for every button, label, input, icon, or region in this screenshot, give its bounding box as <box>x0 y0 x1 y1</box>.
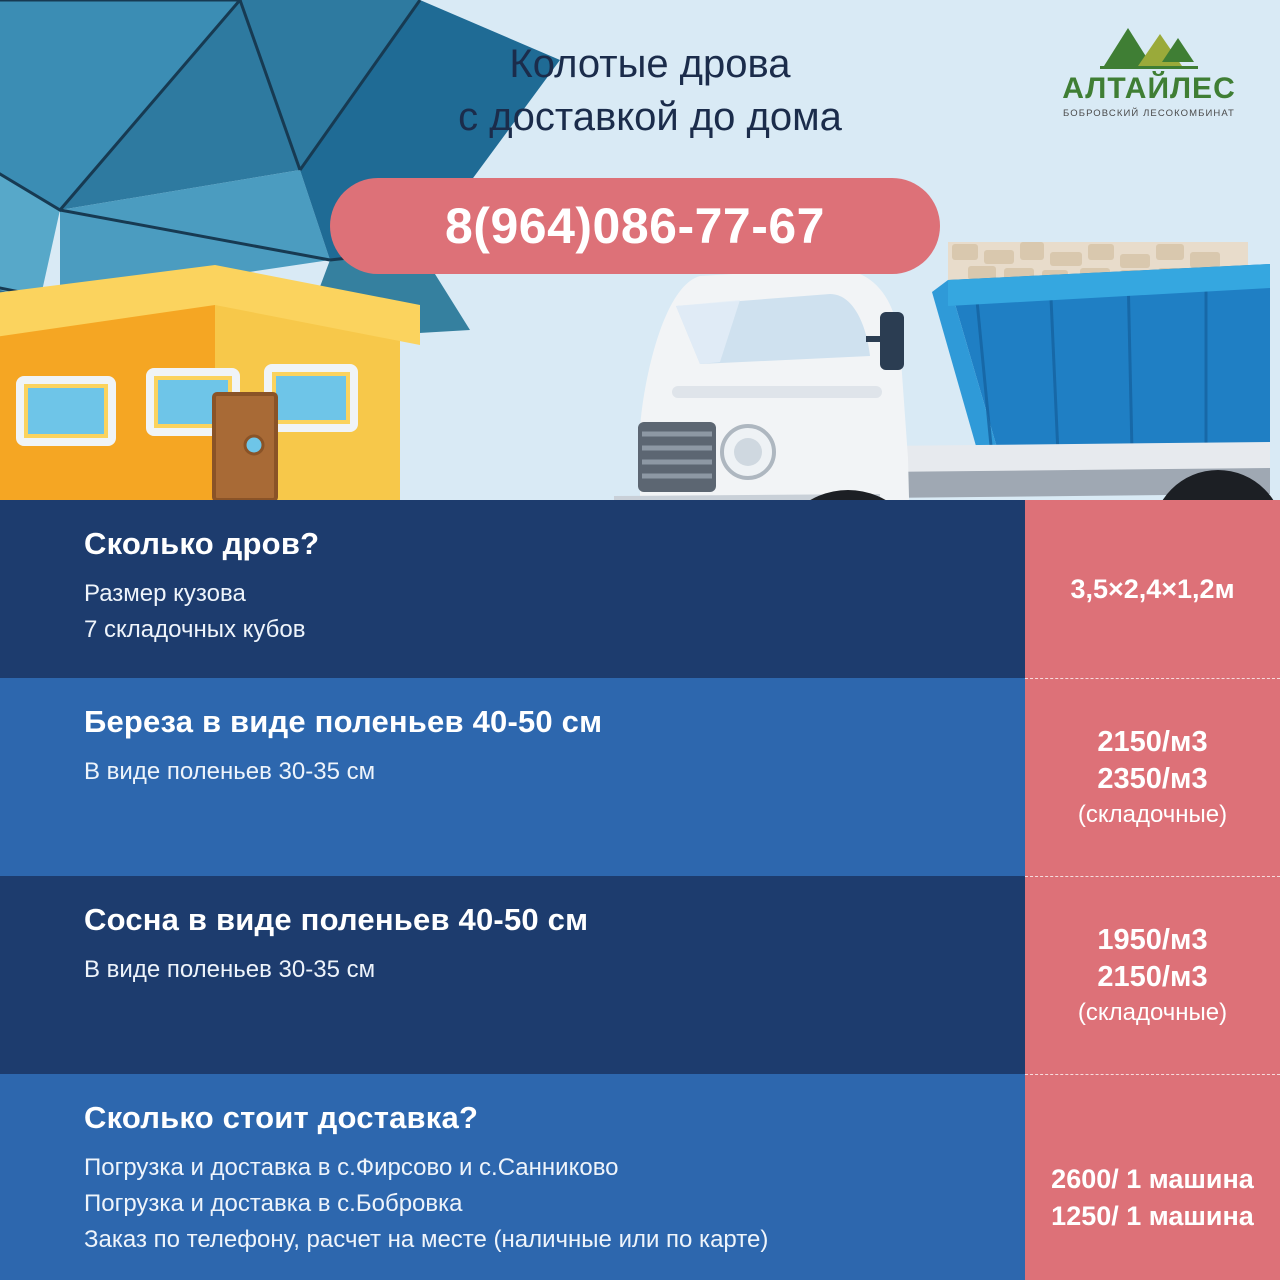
price-note: (складочные) <box>1077 998 1228 1026</box>
truck-photo <box>580 236 1280 500</box>
phone-badge[interactable] <box>330 178 940 274</box>
row-content <box>0 678 1025 876</box>
headline-line-2: с доставкой до дома <box>458 95 842 140</box>
price-secondary: 2150/м3 <box>1097 961 1208 994</box>
page-title <box>330 38 970 144</box>
row-title: Сколько стоит доставка? <box>84 1100 479 1135</box>
hero-banner <box>0 0 1280 500</box>
brand-name: АЛТАЙЛЕС <box>1062 72 1236 105</box>
row-title: Береза в виде поленьев 40-50 см <box>84 704 603 739</box>
row-line: В виде поленьев 30-35 см <box>84 956 376 983</box>
row-price <box>1025 500 1280 678</box>
brand-subtitle: БОБРОВСКИЙ ЛЕСОКОМБИНАТ <box>1063 108 1235 119</box>
table-row <box>0 876 1280 1074</box>
row-line: Погрузка и доставка в с.Бобровка <box>84 1190 463 1217</box>
price-dimensions: 3,5×2,4×1,2м <box>1070 573 1235 604</box>
row-title: Сосна в виде поленьев 40-50 см <box>84 902 589 937</box>
delivery-price-1: 2600/ 1 машина <box>1051 1164 1254 1195</box>
row-price <box>1025 1074 1280 1280</box>
table-row <box>0 500 1280 678</box>
table-row <box>0 1074 1280 1280</box>
price-primary: 1950/м3 <box>1097 923 1208 956</box>
row-line: Заказ по телефону, расчет на месте (наличные или по карте) <box>84 1226 769 1253</box>
table-row <box>0 678 1280 876</box>
price-primary: 2150/м3 <box>1097 725 1208 758</box>
delivery-price-2: 1250/ 1 машина <box>1051 1200 1254 1231</box>
row-title: Сколько дров? <box>84 526 320 561</box>
brand-logo <box>1044 22 1254 134</box>
phone-number: 8(964)086-77-67 <box>445 198 825 254</box>
price-secondary: 2350/м3 <box>1097 763 1208 796</box>
row-content <box>0 876 1025 1074</box>
row-line: В виде поленьев 30-35 см <box>84 758 376 785</box>
row-price <box>1025 678 1280 876</box>
price-note: (складочные) <box>1077 800 1228 828</box>
row-content <box>0 1074 1025 1280</box>
row-line: Размер кузова <box>84 580 246 607</box>
row-price <box>1025 876 1280 1074</box>
row-line: 7 складочных кубов <box>84 616 306 643</box>
price-table <box>0 500 1280 1280</box>
mountain-forest-icon <box>1094 22 1204 70</box>
headline-line-1: Колотые дрова <box>509 42 791 86</box>
row-line: Погрузка и доставка в с.Фирсово и с.Санниково <box>84 1154 619 1181</box>
row-content <box>0 500 1025 678</box>
